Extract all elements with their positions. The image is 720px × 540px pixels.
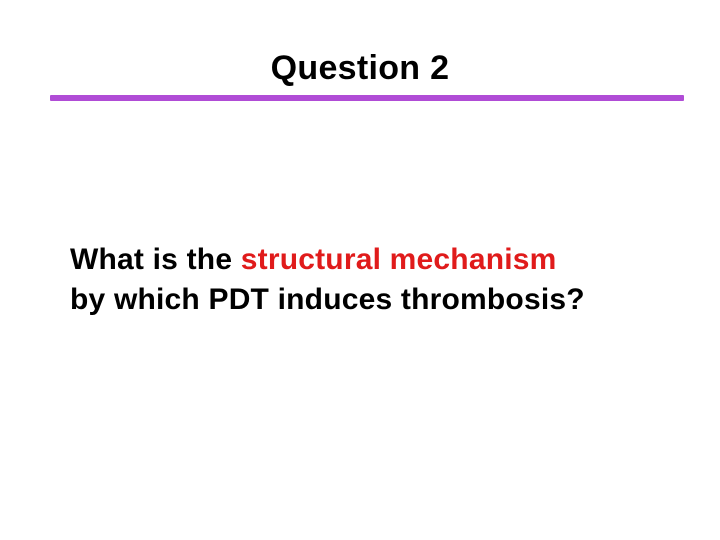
question-line-1: [70, 240, 690, 280]
slide-title: Question 2: [270, 49, 450, 87]
question-highlight-phrase: structural mechanism: [240, 243, 557, 276]
question-line-1-prefix: What is the: [70, 243, 241, 276]
question-text: [70, 240, 690, 320]
question-line-2: by which PDT induces thrombosis?: [70, 283, 585, 316]
title-underline-rule: [50, 95, 684, 101]
